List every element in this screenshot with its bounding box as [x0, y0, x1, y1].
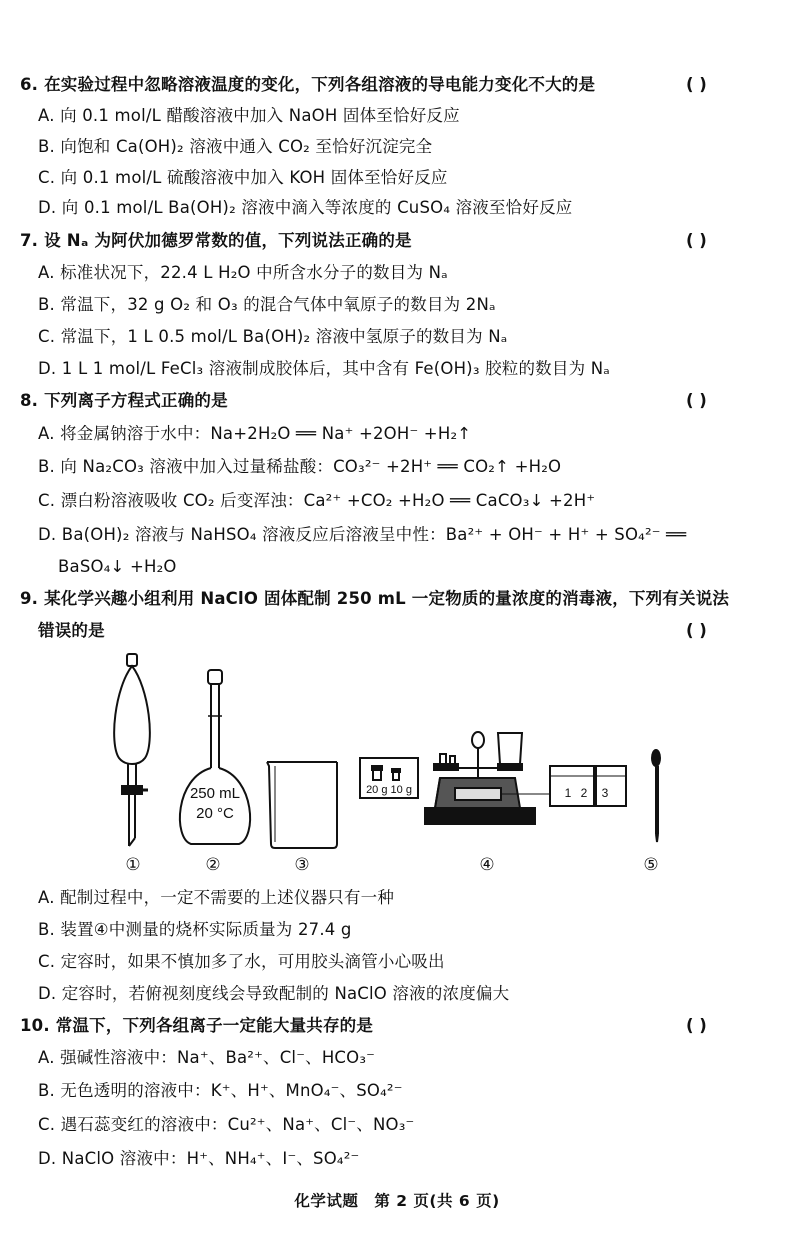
q6-stem: 6. 在实验过程中忽略溶液温度的变化，下列各组溶液的导电能力变化不大的是 — [20, 75, 596, 94]
flask-label-volume: 250 mL — [189, 785, 241, 802]
q8-option-d-line2: BaSO₄↓ +H₂O — [58, 557, 177, 576]
q9-answer-paren: ( ) — [686, 621, 707, 640]
q9-option-d: D. 定容时，若俯视刻度线会导致配制的 NaClO 溶液的浓度偏大 — [38, 984, 510, 1003]
instrument-number-5: ⑤ — [643, 855, 659, 873]
q8-option-c: C. 漂白粉溶液吸收 CO₂ 后变浑浊：Ca²⁺ +CO₂ +H₂O ══ CaCO₃↓ +2H⁺ — [38, 491, 596, 510]
q6-option-b: B. 向饱和 Ca(OH)₂ 溶液中通入 CO₂ 至恰好沉淀完全 — [38, 137, 433, 156]
q7-option-d: D. 1 L 1 mol/L FeCl₃ 溶液制成胶体后，其中含有 Fe(OH)₃ 胶粒的数目为 Nₐ — [38, 359, 610, 378]
q8-option-b: B. 向 Na₂CO₃ 溶液中加入过量稀盐酸：CO₃²⁻ +2H⁺ ══ CO₂↑ +H₂O — [38, 457, 562, 476]
q10-option-c: C. 遇石蕊变红的溶液中：Cu²⁺、Na⁺、Cl⁻、NO₃⁻ — [38, 1115, 415, 1134]
q6-option-d: D. 向 0.1 mol/L Ba(OH)₂ 溶液中滴入等浓度的 CuSO₄ 溶液至恰好反应 — [38, 198, 573, 217]
beaker-icon — [267, 762, 337, 848]
q9-option-a: A. 配制过程中，一定不需要的上述仪器只有一种 — [38, 888, 395, 907]
q10-option-a: A. 强碱性溶液中：Na⁺、Ba²⁺、Cl⁻、HCO₃⁻ — [38, 1048, 376, 1067]
q9-stem-line1: 9. 某化学兴趣小组利用 NaClO 固体配制 250 mL 一定物质的量浓度的消毒液，下列有关说法 — [20, 589, 730, 608]
separatory-funnel-icon — [114, 654, 150, 846]
q9-instruments-figure — [95, 648, 695, 873]
q8-answer-paren: ( ) — [686, 391, 707, 410]
q10-option-d: D. NaClO 溶液中：H⁺、NH₄⁺、I⁻、SO₄²⁻ — [38, 1149, 360, 1168]
weights-label: 20 g 10 g — [366, 784, 412, 796]
dropper-icon — [652, 750, 660, 842]
q7-option-b: B. 常温下，32 g O₂ 和 O₃ 的混合气体中氧原子的数目为 2Nₐ — [38, 295, 496, 314]
q8-option-d-line1: D. Ba(OH)₂ 溶液与 NaHSO₄ 溶液反应后溶液呈中性：Ba²⁺ + OH⁻ + H⁺ + SO₄²⁻ ══ — [38, 525, 687, 544]
q10-stem: 10. 常温下，下列各组离子一定能大量共存的是 — [20, 1016, 374, 1035]
q7-option-c: C. 常温下，1 L 0.5 mol/L Ba(OH)₂ 溶液中氢原子的数目为 Nₐ — [38, 327, 508, 346]
q6-option-a: A. 向 0.1 mol/L 醋酸溶液中加入 NaOH 固体至恰好反应 — [38, 106, 460, 125]
ruler-tick-2: 2 — [580, 786, 588, 800]
q9-option-c: C. 定容时，如果不慎加多了水，可用胶头滴管小心吸出 — [38, 952, 445, 971]
instrument-number-4: ④ — [479, 855, 495, 873]
q7-stem: 7. 设 Nₐ 为阿伏加德罗常数的值，下列说法正确的是 — [20, 231, 412, 250]
q9-option-b: B. 装置④中测量的烧杯实际质量为 27.4 g — [38, 920, 352, 939]
balance-icon — [360, 732, 626, 824]
q7-answer-paren: ( ) — [686, 231, 707, 250]
q6-option-c: C. 向 0.1 mol/L 硫酸溶液中加入 KOH 固体至恰好反应 — [38, 168, 448, 187]
q9-stem-line2: 错误的是 — [38, 621, 105, 640]
flask-label-temperature: 20 °C — [196, 805, 234, 822]
ruler-tick-3: 3 — [601, 786, 609, 800]
page-footer: 化学试题 第 2 页(共 6 页) — [294, 1192, 500, 1210]
q7-option-a: A. 标准状况下，22.4 L H₂O 中所含水分子的数目为 Nₐ — [38, 263, 448, 282]
q10-option-b: B. 无色透明的溶液中：K⁺、H⁺、MnO₄⁻、SO₄²⁻ — [38, 1081, 403, 1100]
instrument-number-2: ② — [205, 855, 221, 873]
instrument-number-1: ① — [125, 855, 141, 873]
instruments-svg — [95, 648, 695, 873]
ruler-tick-1: 1 — [564, 786, 572, 800]
q10-answer-paren: ( ) — [686, 1016, 707, 1035]
instrument-number-3: ③ — [294, 855, 310, 873]
q8-option-a: A. 将金属钠溶于水中：Na+2H₂O ══ Na⁺ +2OH⁻ +H₂↑ — [38, 424, 472, 443]
q6-answer-paren: ( ) — [686, 75, 707, 94]
q8-stem: 8. 下列离子方程式正确的是 — [20, 391, 228, 410]
